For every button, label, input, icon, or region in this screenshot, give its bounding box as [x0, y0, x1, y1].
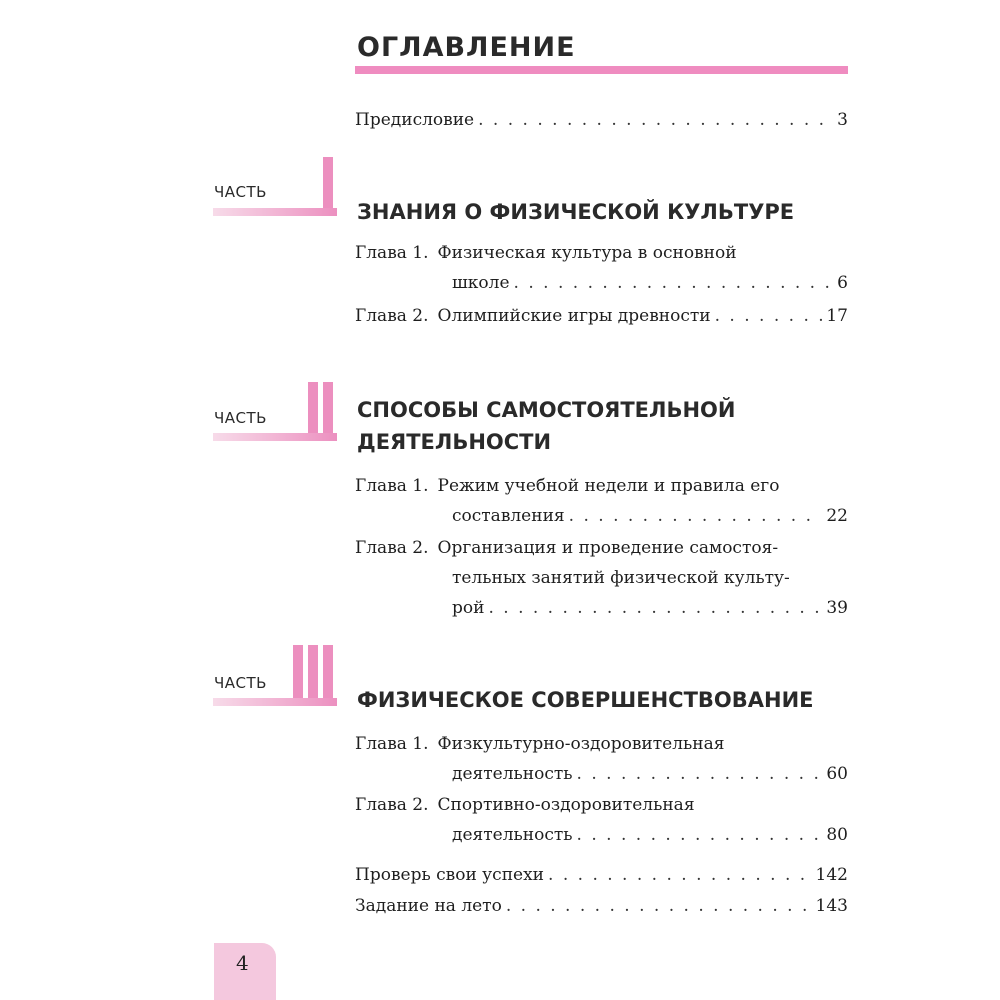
page-number: 4 [236, 951, 249, 975]
toc-entry-chapter[interactable] [355, 471, 848, 531]
entry-label: Спортивно-оздоровительная [437, 795, 695, 815]
part-label: ЧАСТЬ [214, 183, 267, 201]
dot-leader [577, 820, 823, 850]
part-title-line: СПОСОБЫ САМОСТОЯТЕЛЬНОЙ [357, 398, 736, 422]
entry-label: Организация и проведение самостоя- [437, 538, 779, 558]
entry-label: тельных занятий физической культу- [452, 568, 790, 588]
entry-label: Режим учебной недели и правила его [437, 476, 780, 496]
part-marker-bar [323, 157, 333, 213]
chapter-prefix: Глава 1. [355, 243, 429, 263]
toc-entry-chapter[interactable] [355, 238, 848, 298]
part-title [357, 394, 857, 458]
toc-entry-chapter[interactable] [355, 790, 848, 850]
entry-label: Физическая культура в основной [437, 243, 737, 263]
dot-leader [577, 759, 823, 789]
entry-label: рой [452, 598, 485, 618]
page-ref: 17 [826, 306, 848, 326]
part-marker-bar [323, 382, 333, 439]
chapter-prefix: Глава 1. [355, 734, 429, 754]
part-stripe [213, 698, 337, 706]
entry-label: Задание на лето [355, 896, 502, 916]
toc-entry-preface[interactable] [355, 105, 848, 135]
part-marker-bar [293, 645, 303, 701]
toc-entry-chapter[interactable] [355, 533, 848, 623]
part-marker-bar [308, 645, 318, 701]
page-ref: 142 [815, 865, 848, 885]
page-ref: 22 [826, 506, 848, 526]
part-marker-bar [323, 645, 333, 701]
entry-label: Предисловие [355, 110, 475, 130]
part-stripe [213, 208, 337, 216]
entry-label: составления [452, 506, 565, 526]
page-ref: 3 [837, 110, 848, 130]
page-ref: 143 [815, 896, 848, 916]
part-label: ЧАСТЬ [214, 674, 267, 692]
chapter-prefix: Глава 2. [355, 538, 429, 558]
entry-label: деятельность [452, 825, 573, 845]
part-title-line: ДЕЯТЕЛЬНОСТИ [357, 430, 552, 454]
page-ref: 6 [837, 273, 848, 293]
part-title: ЗНАНИЯ О ФИЗИЧЕСКОЙ КУЛЬТУРЕ [357, 200, 795, 224]
page-ref: 39 [826, 598, 848, 618]
toc-entry-chapter[interactable] [355, 729, 848, 789]
dot-leader [478, 105, 833, 135]
title-underline [355, 66, 848, 74]
toc-entry-chapter[interactable] [355, 301, 848, 331]
dot-leader [488, 593, 822, 623]
toc-entry-summer-task[interactable] [355, 891, 848, 921]
entry-label: Физкультурно-оздоровительная [437, 734, 725, 754]
part-marker-bar [308, 382, 318, 439]
dot-leader [569, 501, 823, 531]
entry-label: школе [452, 273, 510, 293]
entry-label: Олимпийские игры древности [437, 306, 711, 326]
dot-leader [506, 891, 812, 921]
chapter-prefix: Глава 2. [355, 795, 429, 815]
page-ref: 80 [826, 825, 848, 845]
part-title: ФИЗИЧЕСКОЕ СОВЕРШЕНСТВОВАНИЕ [357, 688, 814, 712]
toc-title: ОГЛАВЛЕНИЕ [357, 32, 576, 63]
chapter-prefix: Глава 1. [355, 476, 429, 496]
dot-leader [514, 268, 834, 298]
dot-leader [715, 301, 823, 331]
entry-label: деятельность [452, 764, 573, 784]
chapter-prefix: Глава 2. [355, 306, 429, 326]
entry-label: Проверь свои успехи [355, 865, 545, 885]
part-label: ЧАСТЬ [214, 409, 267, 427]
page-ref: 60 [826, 764, 848, 784]
toc-entry-review[interactable] [355, 860, 848, 890]
dot-leader [548, 860, 812, 890]
part-stripe [213, 433, 337, 441]
